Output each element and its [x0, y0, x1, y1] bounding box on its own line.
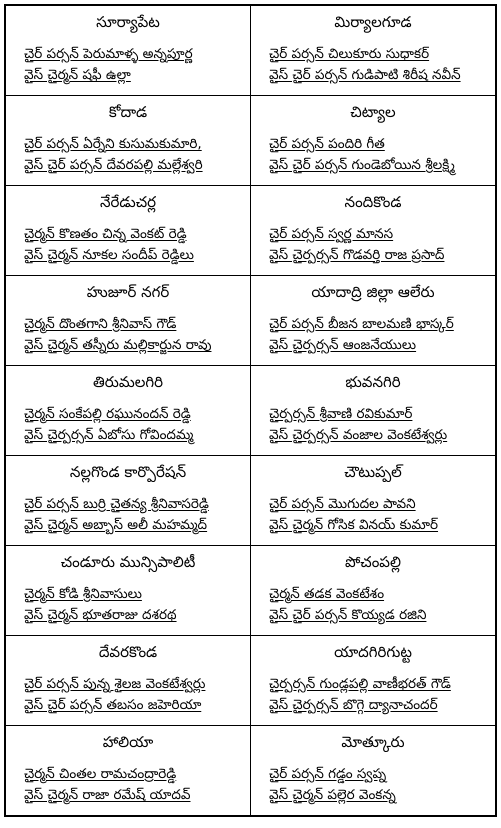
vice-chairperson-line: వైస్ చైర్పర్సన్ ఆంజనేయులు: [269, 337, 417, 353]
municipality-name: యాదగిరిగుట్ట: [334, 643, 412, 661]
municipality-cell-right: [251, 726, 496, 816]
municipality-cell-right: [251, 186, 496, 276]
chairperson-line: చైర్ పర్సన్ ఏర్నేని కుసుమకుమారి,: [24, 136, 202, 152]
table-row: [6, 726, 496, 816]
chairperson-line: చైర్పర్సన్ శ్రీవాణి రవికుమార్: [269, 406, 413, 422]
municipality-name: మిర్యాలగూడ: [334, 13, 412, 31]
vice-chairperson-line: వైస్ చైర్మన్ గోసిక వినయ్ కుమార్: [269, 517, 439, 533]
municipality-cell-left: [6, 546, 251, 636]
municipality-cell-left: [6, 726, 251, 816]
table-row: [6, 456, 496, 546]
municipality-name: భువనగిరి: [345, 373, 401, 391]
vice-chairperson-line: వైస్ చైర్పర్సన్ ఏబోసు గోవిందమ్మ: [24, 427, 194, 443]
vice-chairperson-line: వైస్ చైర్మన్ అబ్బాస్ అలీ మహమ్మద్: [24, 517, 208, 533]
chairperson-line: చైర్ పర్సన్ బుర్రి చైతన్య శ్రీనివాసరెడ్డి: [24, 496, 209, 512]
municipality-name: మోత్కూరు: [341, 733, 405, 751]
chairperson-line: చైర్మన్ దొంతగాని శ్రీనివాస్ గౌడ్: [24, 316, 177, 332]
municipality-name: హాలియా: [102, 733, 154, 751]
chairperson-line: చైర్మన్ తడక వెంకటేశం: [269, 586, 385, 602]
municipality-name: చౌటుప్పల్: [344, 463, 402, 481]
municipality-name: తిరుమలగిరి: [93, 373, 163, 391]
chairperson-line: చైర్ పర్సన్ చిలుకూరు సుధాకర్: [269, 46, 430, 62]
vice-chairperson-line: వైస్ చైర్మన్ భూతరాజు దశరథ: [24, 607, 177, 623]
vice-chairperson-line: వైస్ చైర్ పర్సన్ తబసం జహెరియా: [24, 697, 202, 713]
table-row: [6, 636, 496, 726]
municipality-cell-right: [251, 276, 496, 366]
chairperson-line: చైర్పర్సన్ గుండ్లపల్లి వాణీభరత్ గౌడ్: [269, 676, 451, 692]
municipality-cell-left: [6, 6, 251, 96]
vice-chairperson-line: వైస్ చైర్ పర్సన్ గుండెబోయిన శ్రీలక్ష్మి: [269, 157, 455, 173]
municipality-cell-left: [6, 96, 251, 186]
municipality-name: సూర్యాపేట: [96, 13, 160, 31]
municipality-name: యాదాద్రి జిల్లా ఆలేరు: [311, 283, 435, 301]
municipality-cell-right: [251, 456, 496, 546]
table-row: [6, 546, 496, 636]
municipality-cell-left: [6, 636, 251, 726]
table-row: [6, 96, 496, 186]
municipality-cell-left: [6, 456, 251, 546]
chairperson-line: చైర్మన్ కొణతం చిన్న వెంకట్ రెడ్డి: [24, 226, 187, 242]
vice-chairperson-line: వైస్ చైర్మన్ పల్లెర వెంకన్న: [269, 787, 396, 803]
table-row: [6, 366, 496, 456]
chairperson-line: చైర్ పర్సన్ పెరుమాళ్ళ అన్నపూర్ణ: [24, 46, 193, 62]
chairperson-line: చైర్మన్ కోడి శ్రీనివాసులు: [24, 586, 142, 602]
chairperson-line: చైర్మన్ సంకేపల్లి రఘునందన్ రెడ్డి: [24, 406, 191, 422]
chairperson-line: చైర్ పర్సన్ స్వర్ణ మానస: [269, 226, 394, 242]
vice-chairperson-line: వైస్ చైర్మన్ నూకల సందీప్ రెడ్డిలు: [24, 247, 194, 263]
municipality-cell-right: [251, 366, 496, 456]
chairperson-line: చైర్ పర్సన్ గడ్డం స్వప్న: [269, 766, 387, 782]
vice-chairperson-line: వైస్ చైర్మన్ రాజా రమేష్ యాదవ్: [24, 787, 191, 803]
table-row: [6, 6, 496, 96]
municipality-cell-left: [6, 276, 251, 366]
municipality-cell-left: [6, 366, 251, 456]
officials-document: [4, 4, 497, 817]
chairperson-line: చైర్ పర్సన్ మొగుదల పావని: [269, 496, 416, 512]
municipality-cell-left: [6, 186, 251, 276]
vice-chairperson-line: వైస్ చైర్పర్సన్ బొగ్గె ద్యానాచందర్: [269, 697, 438, 713]
chairperson-line: చైర్ పర్సన్ పందిరి గీత: [269, 136, 385, 152]
municipality-name: కోదాడ: [108, 103, 148, 121]
vice-chairperson-line: వైస్ చైర్ పర్సన్ గుడిపాటి శిరీష నవీన్: [269, 67, 461, 83]
vice-chairperson-line: వైస్ చైర్ పర్సన్ దేవరపల్లి మల్లేశ్వరి: [24, 157, 203, 173]
municipality-name: నల్లగొండ కార్పొరేషన్: [69, 463, 187, 481]
municipality-cell-right: [251, 96, 496, 186]
vice-chairperson-line: వైస్ చైర్మన్ తస్నీరు మల్లికార్జున రావు: [24, 337, 212, 353]
chairperson-line: చైర్మన్ చింతల రామచంద్రారెడ్డి: [24, 766, 177, 782]
vice-chairperson-line: వైస్ చైర్పర్సన్ వంజాల వెంకటేశ్వర్లు: [269, 427, 448, 443]
municipality-name: హుజూర్ నగర్: [86, 283, 170, 301]
table-row: [6, 276, 496, 366]
municipality-name: నేరేడుచర్ల: [99, 193, 156, 211]
vice-chairperson-line: వైస్ చైర్ పర్సన్ కొయ్యడ రజిని: [269, 607, 427, 623]
municipality-cell-right: [251, 636, 496, 726]
municipality-name: చండూరు మున్సిపాలిటీ: [60, 553, 196, 571]
municipality-name: దేవరకొండ: [98, 643, 158, 661]
municipality-name: పోచంపల్లి: [345, 553, 401, 571]
municipal-officials-table: [5, 5, 496, 816]
municipality-name: చిట్యాల: [350, 103, 396, 121]
vice-chairperson-line: వైస్ చైర్మన్ షఫీ ఉల్లా: [24, 67, 131, 83]
municipality-cell-right: [251, 546, 496, 636]
chairperson-line: చైర్ పర్సన్ బీజన బాలమణి భాస్కర్: [269, 316, 454, 332]
municipality-name: నందికొండ: [344, 193, 402, 211]
chairperson-line: చైర్ పర్సన్ పున్న శైలజ వెంకటేశ్వర్లు: [24, 676, 206, 692]
municipality-cell-right: [251, 6, 496, 96]
table-row: [6, 186, 496, 276]
vice-chairperson-line: వైస్ చైర్పర్సన్ గొడవర్తి రాజ ప్రసాద్: [269, 247, 445, 263]
